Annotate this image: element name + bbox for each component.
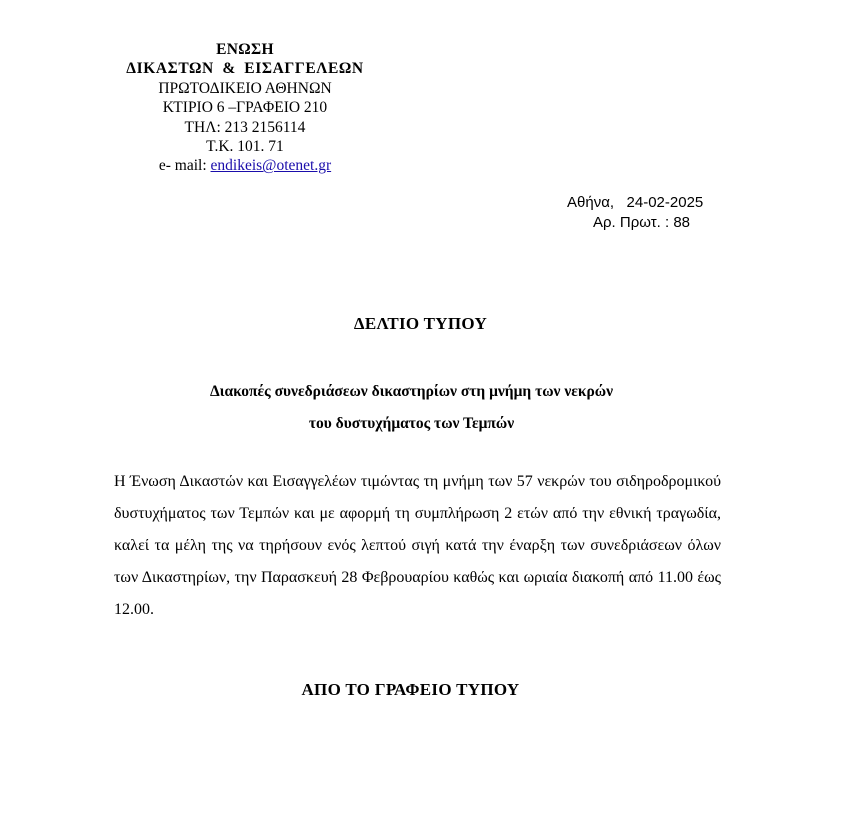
press-release-title <box>0 314 841 334</box>
date-block <box>540 193 740 232</box>
org-name-line2: ΔΙΚΑΣΤΩΝ & ΕΙΣΑΓΓΕΛΕΩΝ <box>126 60 364 78</box>
email-row <box>100 156 390 175</box>
email-label: e- mail: <box>158 157 211 175</box>
org-name-line1: ΕΝΩΣΗ <box>216 41 274 58</box>
subtitle-line1: Διακοπές συνεδριάσεων δικαστηρίων στη μνήμη των νεκρών <box>209 383 614 400</box>
press-release-title-text: ΔΕΛΤΙΟ ΤΥΠΟΥ <box>353 314 488 333</box>
letterhead <box>100 40 390 176</box>
phone-number: ΤΗΛ: 213 2156114 <box>184 118 306 136</box>
press-release-subtitle <box>0 376 841 440</box>
body-paragraph: Η Ένωση Δικαστών και Εισαγγελέων τιμώντας τη μνήμη των 57 νεκρών του σιδηροδρομικού δυστυχήματος των Τεμπών και με αφορμή τη συμπλήρωση 2 ετών από την εθνική τραγωδία, καλεί τα μέλη της να τηρήσουν ενός λεπτού σιγή κατά την έναρξη των συνεδριάσεων όλων των Δικαστηρίων, την Παρασκευή 28 Φεβρουαρίου καθώς και ωριαία διακοπή από 11.00 έως 12.00. <box>114 473 721 618</box>
signoff-text: ΑΠΟ ΤΟ ΓΡΑΦΕΙΟ ΤΥΠΟΥ <box>301 680 520 699</box>
document-date: Αθήνα, 24-02-2025 <box>567 194 704 211</box>
postal-code: Τ.Κ. 101. 71 <box>206 138 284 156</box>
subtitle-line2: του δυστυχήματος των Τεμπών <box>308 415 515 432</box>
building-office: ΚΤΙΡΙΟ 6 –ΓΡΑΦΕΙΟ 210 <box>162 99 328 117</box>
court-name: ΠΡΩΤΟΔΙΚΕΙΟ ΑΘΗΝΩΝ <box>158 79 332 97</box>
signoff <box>0 680 841 700</box>
protocol-number: Αρ. Πρωτ. : 88 <box>593 213 691 231</box>
email-link[interactable]: endikeis@otenet.gr <box>210 157 332 175</box>
